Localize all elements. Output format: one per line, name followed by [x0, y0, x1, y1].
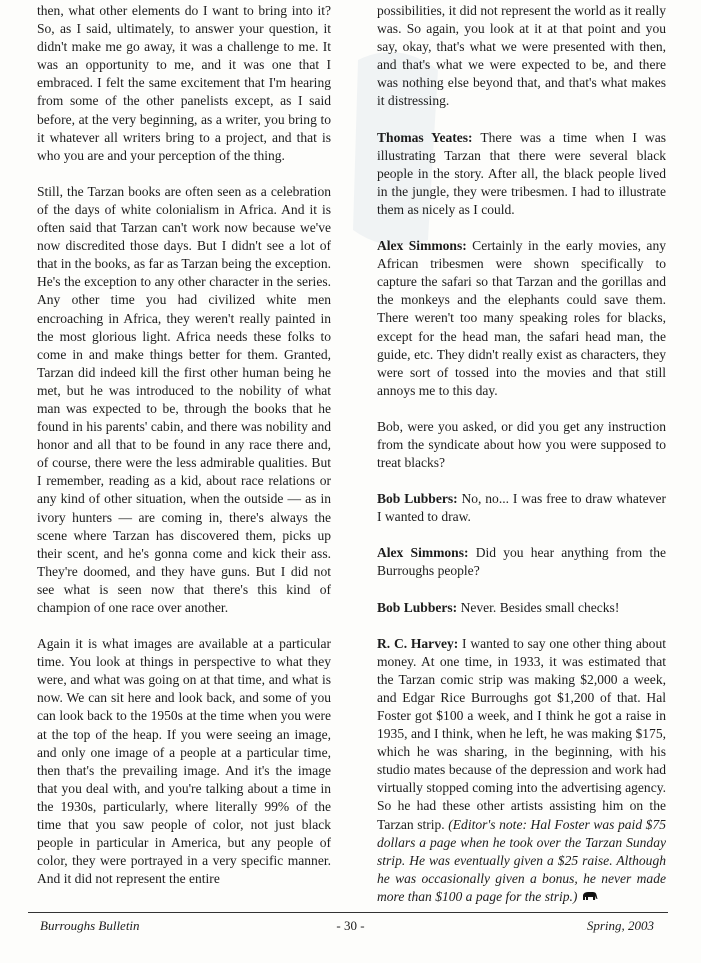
- paragraph: [377, 635, 666, 906]
- paragraph-text: There was a time when I was illustrating Tarzan that there were several black people in the story. After all, the black people lived in the jungle, they were tribesmen. I had to illustrate them as nicely as I could.: [377, 129, 666, 217]
- paragraph: Again it is what images are available at a particular time. You look at things in perspective to what they were, and what was going on at that time, and what is now. We can sit here and look back, and some of you can look back to the 1950s at the time when you were at the top of the heap. If you were seeing an image, and only one image of a people at a particular time, then that's the prevailing image. And it's the image that you deal with, and you're talking about a time in the 1930s, particularly, where literally 99% of the time that you saw people of color, not just black people in particular in America, but any people of color, they were portrayed in a very specific manner. And it did not represent the entire: [37, 636, 331, 887]
- paragraph: [377, 544, 666, 580]
- paragraph: [377, 129, 666, 219]
- paragraph: [377, 418, 666, 472]
- speaker-name: Thomas Yeates:: [377, 129, 473, 145]
- speaker-name: R. C. Harvey:: [377, 635, 459, 651]
- paragraph-text: Certainly in the early movies, any African tribesmen were shown specifically to capture the safari so that Tarzan and the gorillas and the monkeys and the elephants could save them. There weren't too many speaking roles for blacks, except for the head man, the safari head man, the guide, etc. They didn't really exist as characters, they were sort of tossed into the movies and that still annoys me to this day.: [377, 238, 666, 398]
- paragraph: [377, 237, 666, 400]
- paragraph-text: Bob, were you asked, or did you get any instruction from the syndicate about how you were supposed to treat blacks?: [377, 418, 666, 471]
- publication-name: Burroughs Bulletin: [40, 918, 140, 933]
- paragraph-text: Never. Besides small checks!: [457, 599, 620, 615]
- paragraph-text: No, no... I was free to draw whatever I wanted to draw.: [377, 491, 666, 525]
- right-column: [377, 2, 666, 906]
- paragraph-text: possibilities, it did not represent the world as it really was. So again, you look at it at that point and you say, okay, that's what we were presented with then, and that's what we were expected to be, and there was nothing else beyond that, and that's what makes it distressing.: [377, 3, 666, 109]
- paragraph-text: I wanted to say one other thing about money. At one time, in 1933, it was estimated that the Tarzan comic strip was making $2,000 a week, and Edgar Rice Burroughs got $1,200 of that. Hal Foster got $100 a week, and I think he got a raise in 1935, and I think, when he left, he was making $175, which he was sharing, in the beginning, with his studio mates because of the depression and work had virtually stopped coming into the advertising agency. So he had these other artists assisting him on the Tarzan strip.: [377, 635, 666, 832]
- paragraph-text: Did you hear anything from the Burroughs people?: [377, 545, 666, 579]
- speaker-name: Bob Lubbers:: [377, 491, 458, 507]
- speaker-name: Bob Lubbers:: [377, 599, 458, 615]
- speaker-name: Alex Simmons:: [377, 238, 467, 254]
- elephant-icon: [581, 891, 598, 902]
- footer-rule: [28, 912, 668, 913]
- left-column: [37, 2, 331, 888]
- paragraph: Still, the Tarzan books are often seen as a celebration of the days of white colonialism in Africa. And it is often said that Tarzan can't work now because we've now discredited those days. But I didn't see a lot of that in the books, as far as Tarzan being the exception. He's the exception to any other character in the series. Any other time you had civilized white men encroaching in Africa, they weren't really painted in the most glorious light. Africa needs these folks to come in and make things better for them. Granted, Tarzan did indeed kill the first other human being he met, but he was introduced to the nobility of what man was expected to be, through the books that he found in his parents' cabin, and there was nobility and honor and all that to be found in any race there and, of course, there were the less admirable qualities. But I remember, reading as a kid, about race relations or any kind of other situation, when the outside — as in ivory hunters — are coming in, there's always the scene where Tarzan has discovered them, picks up their scent, and he's gonna come and kick their ass. They're doomed, and they have guns. But I did not see what is seen now that there's this kind of champion of one race over another.: [37, 183, 331, 615]
- page-number: - 30 -: [336, 918, 365, 933]
- editors-note: (Editor's note: Hal Foster was paid $75 dollars a page when he took over the Tarzan Sunday strip. He was eventually given a $25 raise. Although he was occasionally given a bonus, he never made more than $100 a page for the strip.): [377, 816, 666, 904]
- paragraph: [377, 599, 666, 617]
- issue-date: Spring, 2003: [586, 918, 654, 933]
- paragraph: [377, 2, 666, 111]
- speaker-name: Alex Simmons:: [377, 545, 469, 561]
- paragraph: [377, 490, 666, 526]
- paragraph: then, what other elements do I want to bring into it? So, as I said, ultimately, to answer your question, it didn't make me go away, it was a challenge to me. It was an opportunity to me, and it was one that I embraced. I felt the same excitement that I'm hearing from some of the other panelists except, as I said before, at the very beginning, as a writer, you bring to it whatever all writers bring to a project, and that is who you are and your perception of the thing.: [37, 3, 331, 163]
